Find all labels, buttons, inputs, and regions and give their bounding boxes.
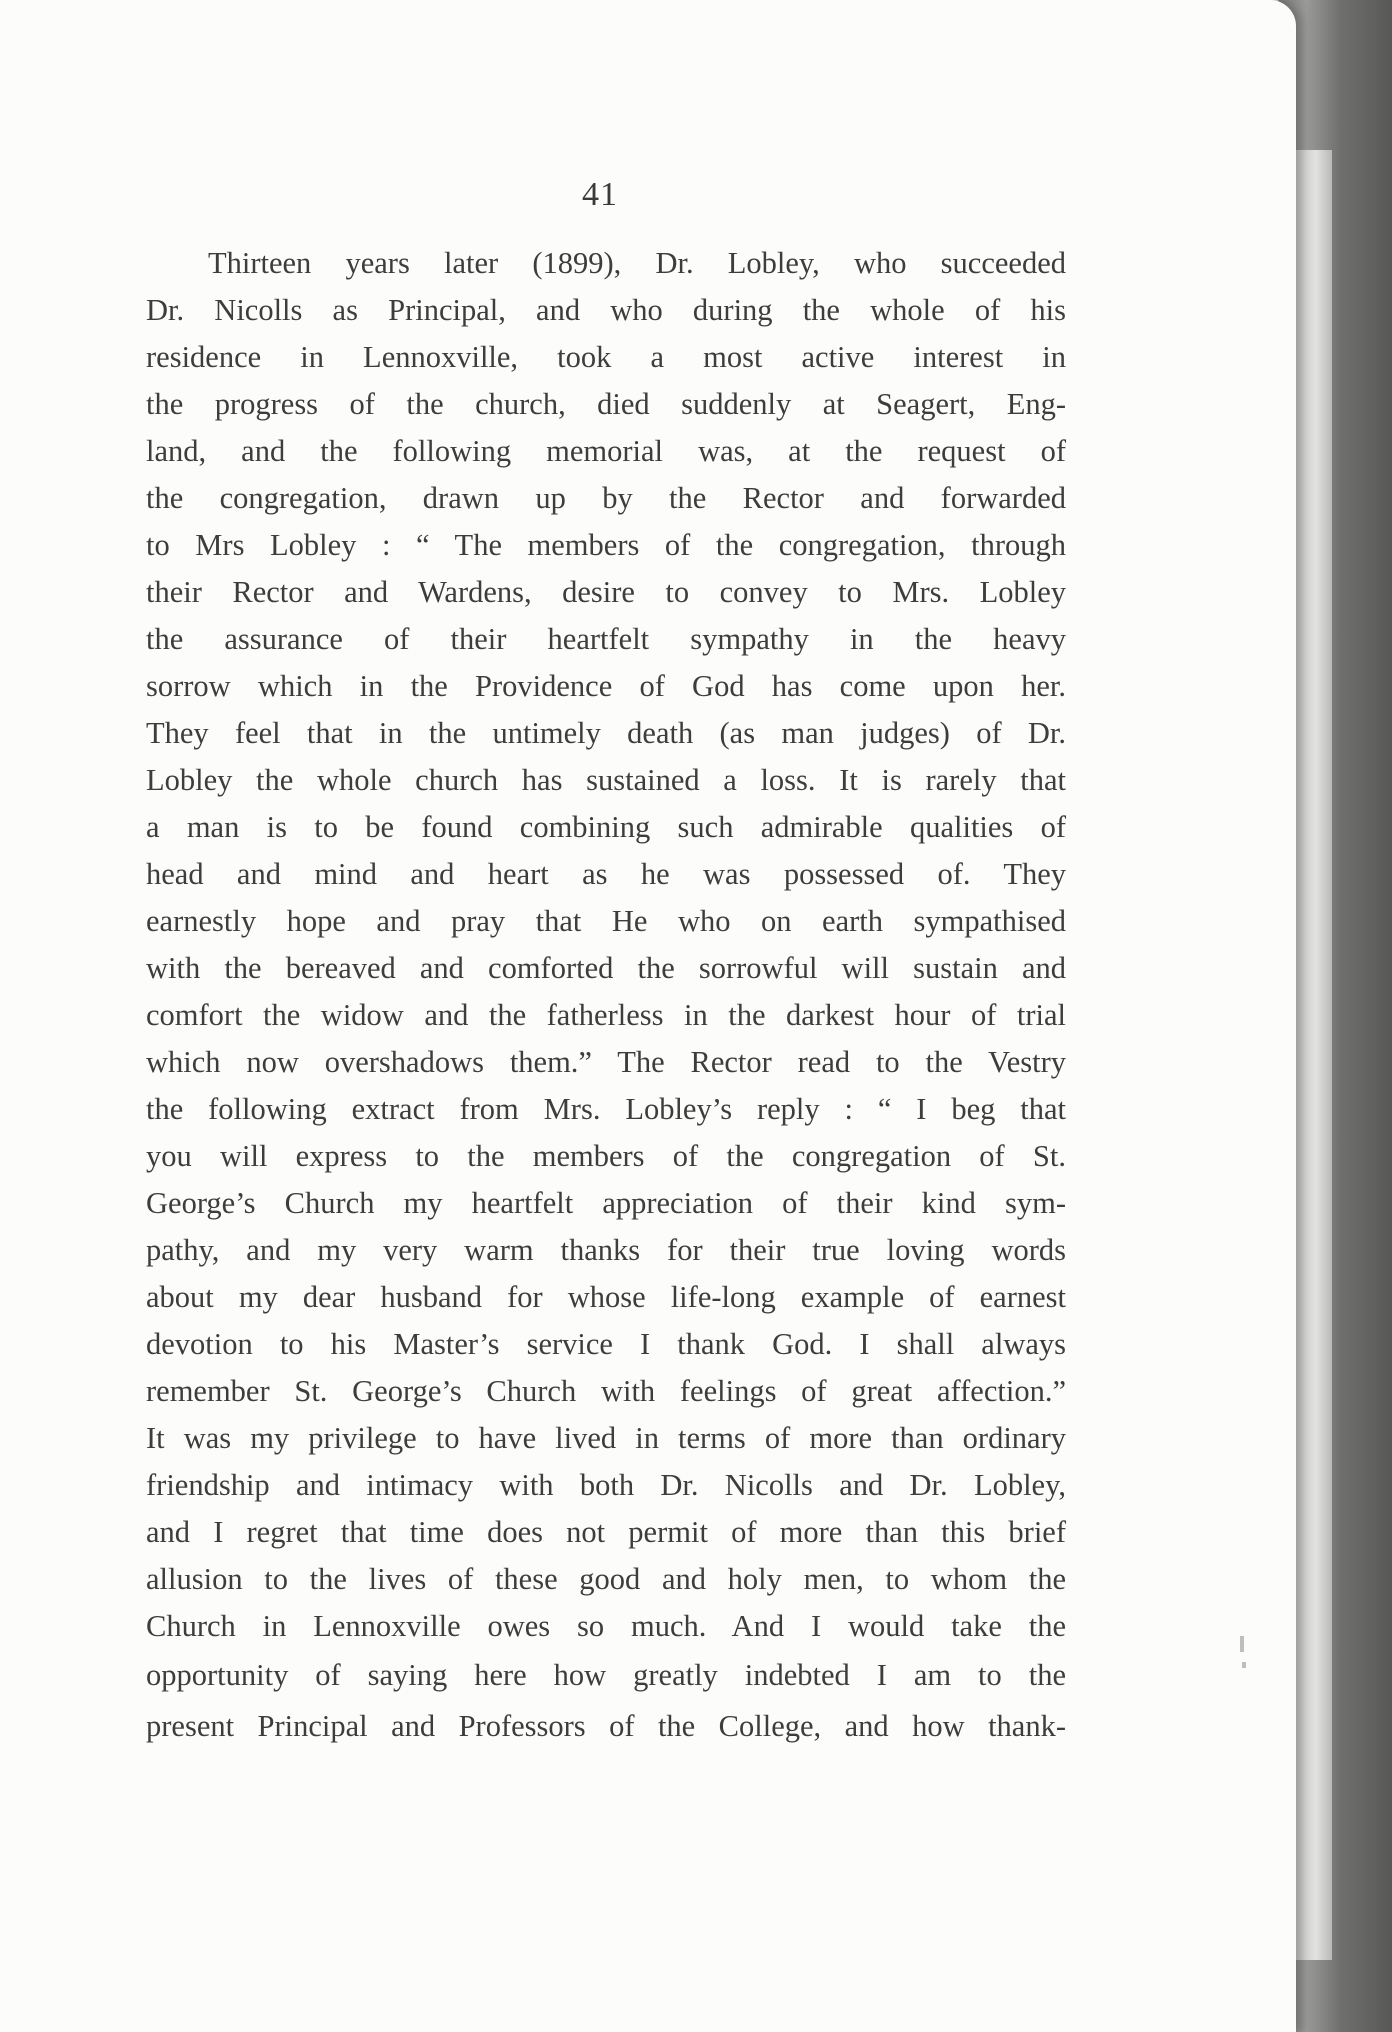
text-line: earnestly hope and pray that He who on earth sympathised (146, 904, 1066, 938)
text-line: friendship and intimacy with both Dr. Nicolls and Dr. Lobley, (146, 1468, 1066, 1502)
text-line: and I regret that time does not permit of more than this brief (146, 1515, 1066, 1549)
text-line: remember St. George’s Church with feelings of great affection.” (146, 1374, 1066, 1408)
text-line: head and mind and heart as he was possessed of. They (146, 857, 1066, 891)
text-line: their Rector and Wardens, desire to convey to Mrs. Lobley (146, 575, 1066, 609)
text-line: you will express to the members of the congregation of St. (146, 1139, 1066, 1173)
text-line: residence in Lennoxville, took a most active interest in (146, 340, 1066, 374)
text-line: the following extract from Mrs. Lobley’s reply : “ I beg that (146, 1092, 1066, 1126)
text-line: sorrow which in the Providence of God has come upon her. (146, 669, 1066, 703)
text-line: a man is to be found combining such admirable qualities of (146, 810, 1066, 844)
text-line: Thirteen years later (1899), Dr. Lobley, who succeeded (208, 246, 1066, 280)
underlying-page-edge (1290, 150, 1332, 1960)
text-line: pathy, and my very warm thanks for their true loving words (146, 1233, 1066, 1267)
text-line: comfort the widow and the fatherless in the darkest hour of trial (146, 998, 1066, 1032)
text-line: to Mrs Lobley : “ The members of the congregation, through (146, 528, 1066, 562)
text-line: present Principal and Professors of the College, and how thank- (146, 1709, 1066, 1743)
scan-speck (1242, 1662, 1246, 1668)
text-line: Dr. Nicolls as Principal, and who during the whole of his (146, 293, 1066, 327)
text-line: They feel that in the untimely death (as man judges) of Dr. (146, 716, 1066, 750)
text-line: with the bereaved and comforted the sorrowful will sustain and (146, 951, 1066, 985)
text-line: opportunity of saying here how greatly indebted I am to the (146, 1658, 1066, 1692)
body-paragraph (146, 240, 1066, 1752)
page-number: 41 (582, 176, 618, 213)
text-line: land, and the following memorial was, at the request of (146, 434, 1066, 468)
text-line: which now overshadows them.” The Rector read to the Vestry (146, 1045, 1066, 1079)
text-line: the assurance of their heartfelt sympathy in the heavy (146, 622, 1066, 656)
text-line: the congregation, drawn up by the Rector and forwarded (146, 481, 1066, 515)
text-line: devotion to his Master’s service I thank God. I shall always (146, 1327, 1066, 1361)
text-line: allusion to the lives of these good and holy men, to whom the (146, 1562, 1066, 1596)
text-line: George’s Church my heartfelt appreciation of their kind sym- (146, 1186, 1066, 1220)
text-line: about my dear husband for whose life-long example of earnest (146, 1280, 1066, 1314)
scan-speck (1240, 1636, 1244, 1652)
text-line: It was my privilege to have lived in terms of more than ordinary (146, 1421, 1066, 1455)
text-line: the progress of the church, died suddenly at Seagert, Eng- (146, 387, 1066, 421)
text-line: Church in Lennoxville owes so much. And I would take the (146, 1609, 1066, 1643)
text-line: Lobley the whole church has sustained a loss. It is rarely that (146, 763, 1066, 797)
